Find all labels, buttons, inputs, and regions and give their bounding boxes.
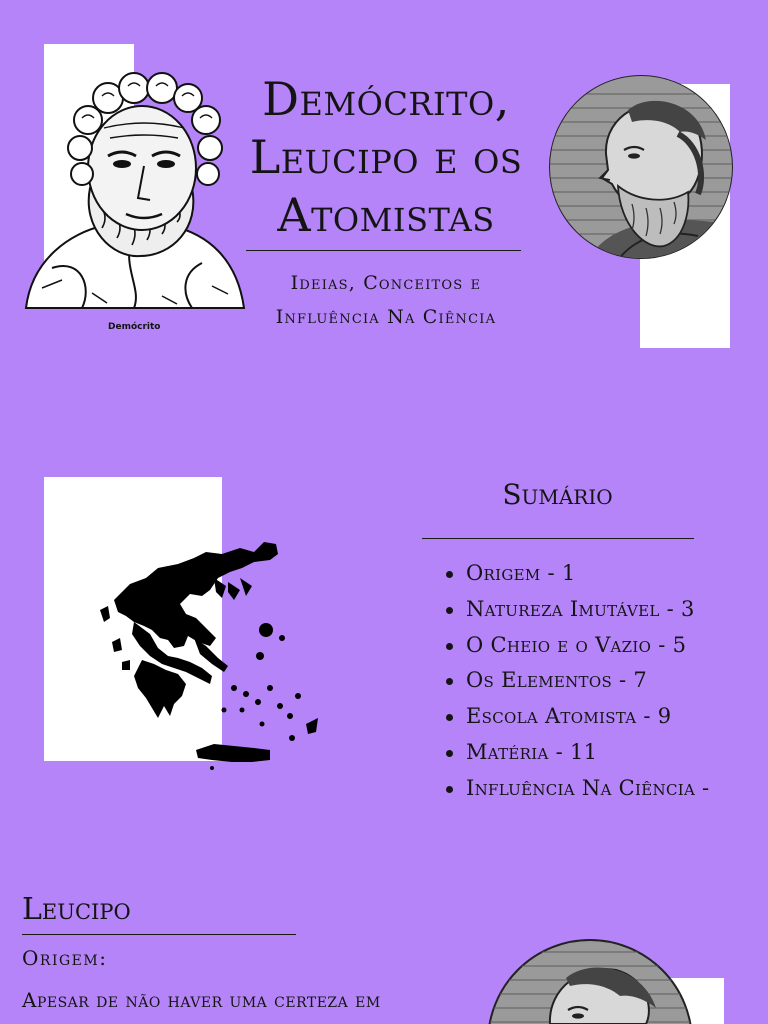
summary-item[interactable]: Natureza Imutável - 3 [440,592,740,628]
section-body: Apesar de não haver uma certeza em [22,988,381,1012]
title-line-2: Leucipo e os [249,130,523,184]
summary-title: Sumário [502,478,613,511]
leucippus-portrait-bottom [486,938,694,1024]
leucippus-portrait [548,74,734,260]
page-subtitle [236,266,536,334]
summary-item[interactable]: Origem - 1 [440,556,740,592]
subtitle-line-2: Influência Na Ciência [275,306,497,328]
summary-item[interactable]: Influência Na Ciência - [440,771,746,807]
title-divider [246,250,521,251]
subtitle-line-1: Ideias, Conceitos e [290,272,482,294]
greece-map [94,538,322,770]
page-title [236,70,536,244]
democritus-portrait [22,58,248,320]
section-subtitle: Origem: [22,946,108,970]
democritus-caption: Demócrito [108,322,161,332]
section-divider [22,934,296,935]
summary-divider [422,538,694,539]
summary-item[interactable]: O Cheio e o Vazio - 5 [440,628,740,664]
summary-item[interactable]: Os Elementos - 7 [440,663,740,699]
section-title: Leucipo [22,892,131,927]
summary-item[interactable]: Matéria - 11 [440,735,740,771]
summary-item[interactable]: Escola Atomista - 9 [440,699,740,735]
title-line-3: Atomistas [277,188,495,242]
summary-list [440,556,740,807]
title-line-1: Demócrito, [262,72,510,126]
